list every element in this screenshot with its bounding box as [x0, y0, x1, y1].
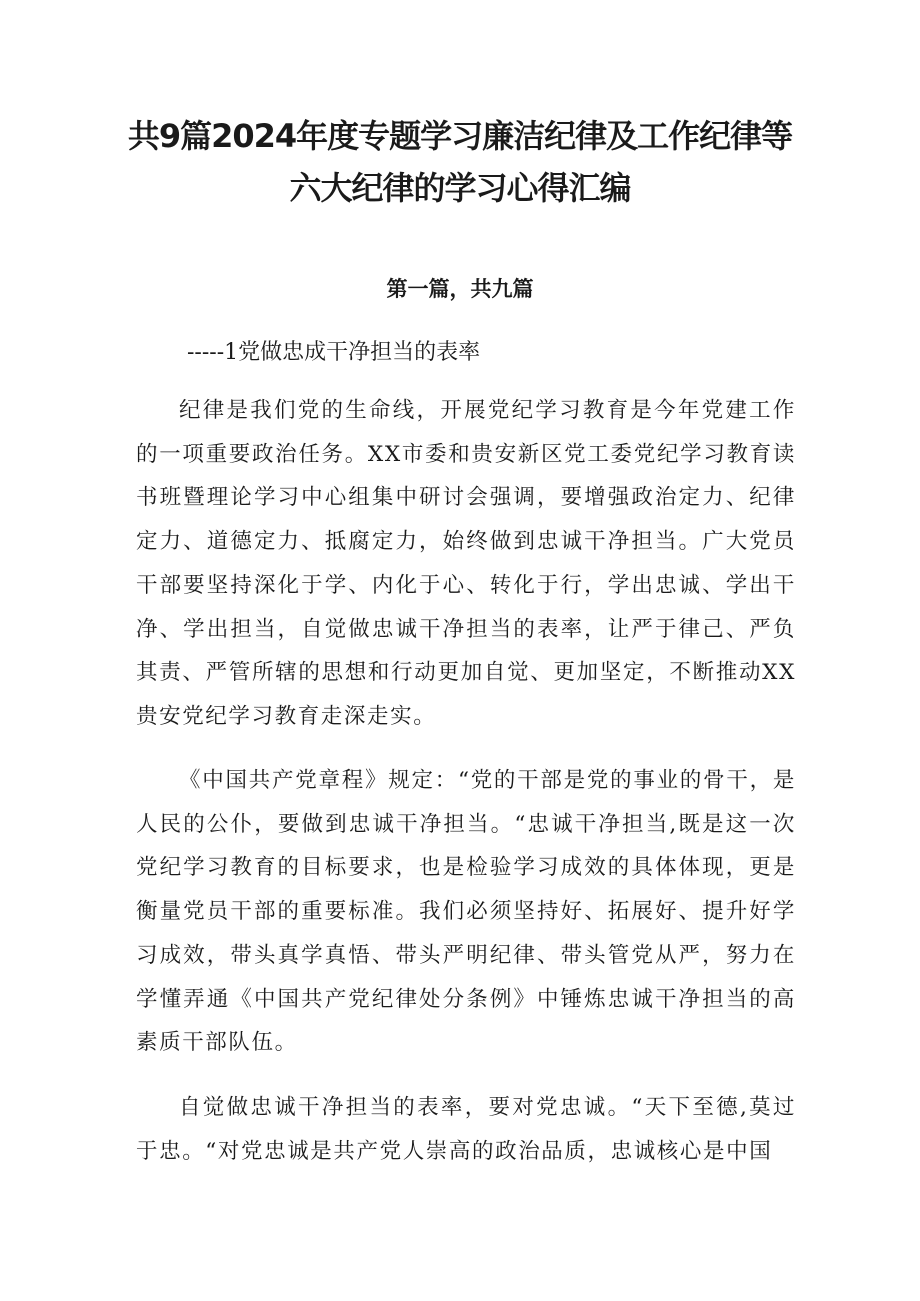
paragraph-2: 《中国共产党章程》规定：“党的干部是党的事业的骨干，是人民的公仆，要做到忠诚干净担当。“忠诚干净担当,既是这一次党纪学习教育的目标要求，也是检验学习成效的具体体现，更是衡量党员干部的重要标准。我们必须坚持好、拓展好、提升好学习成效，带头真学真悟、带头严明纪律、带头管党从严，努力在学懂弄通《中国共产党纪律处分条例》中锤炼忠诚干净担当的高素质干部队伍。: [136, 768, 796, 1056]
paragraph-3: 自觉做忠诚干净担当的表率，要对党忠诚。“天下至德,莫过于忠。“对党忠诚是共产党人崇高的政治品质，忠诚核心是中国: [136, 1095, 796, 1164]
document-title-line-2: 六大纪律的学习心得汇编: [289, 169, 631, 207]
document-title-line-1: 共9篇2024年度专题学习廉洁纪律及工作纪律等: [127, 117, 793, 155]
article-subtitle: -----1党做忠成干净担当的表率: [187, 340, 481, 365]
section-heading: 第一篇，共九篇: [386, 276, 534, 301]
paragraph-1: 纪律是我们党的生命线，开展党纪学习教育是今年党建工作的一项重要政治任务。XX市委和贵安新区党工委党纪学习教育读书班暨理论学习中心组集中研讨会强调，要增强政治定力、纪律定力、道德定力、抵腐定力，始终做到忠诚干净担当。广大党员干部要坚持深化于学、内化于心、转化于行，学出忠诚、学出干净、学出担当，自觉做忠诚干净担当的表率，让严于律己、严负其责、严管所辖的思想和行动更加自觉、更加坚定，不断推动XX贵安党纪学习教育走深走实。: [136, 398, 796, 729]
